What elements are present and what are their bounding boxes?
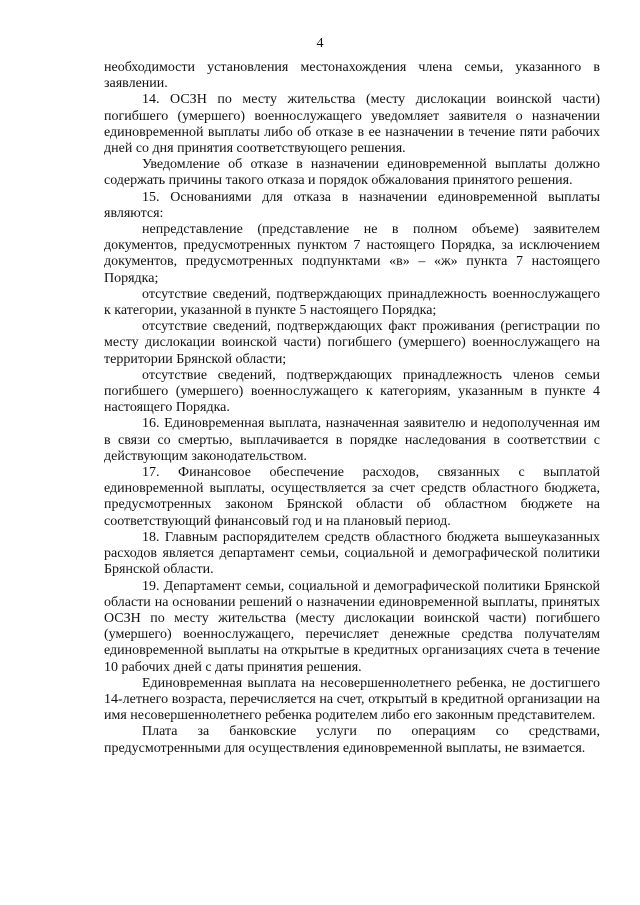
document-body	[104, 60, 600, 757]
paragraph-18: 18. Главным распорядителем средств областного бюджета вышеуказанных расходов является департамент семьи, социальной и демографической политики Брянской области.	[104, 529, 600, 578]
paragraph-14: 14. ОСЗН по месту жительства (месту дислокации воинской части) погибшего (умершего) военнослужащего уведомляет заявителя о назначении единовременной выплаты либо об отказе в ее назначении в течение пяти рабочих дней со дня принятия соответствующего решения.	[104, 92, 600, 157]
paragraph-15-item-family: отсутствие сведений, подтверждающих принадлежность членов семьи погибшего (умершего) военнослужащего к категориям, указанным в пункте 4 настоящего Порядка.	[104, 367, 600, 416]
paragraph-15-item-residence: отсутствие сведений, подтверждающих факт проживания (регистрации по месту дислокации воинской части) погибшего (умершего) военнослужащего на территории Брянской области;	[104, 319, 600, 367]
page-number: 4	[316, 36, 324, 51]
paragraph-16: 16. Единовременная выплата, назначенная заявителю и недополученная им в связи со смертью, выплачивается в порядке наследования в соответствии с действующим законодательством.	[104, 416, 600, 464]
paragraph-15-item-category: отсутствие сведений, подтверждающих принадлежность военнослужащего к категории, указанной в пункте 5 настоящего Порядка;	[104, 286, 600, 319]
paragraph-19-fee: Плата за банковские услуги по операциям со средствами, предусмотренными для осуществления единовременной выплаты, не взимается.	[104, 724, 600, 756]
paragraph-19: 19. Департамент семьи, социальной и демографической политики Брянской области на основании решений о назначении единовременной выплаты, принятых ОСЗН по месту жительства (месту дислокации воинской части) погибшего (умершего) военнослужащего, перечисляет денежные средства получателям единовременной выплаты на открытые в кредитных организациях счета в течение 10 рабочих дней с даты принятия решения.	[104, 578, 600, 675]
paragraph-17: 17. Финансовое обеспечение расходов, связанных с выплатой единовременной выплаты, осуществляется за счет средств областного бюджета, предусмотренных законом Брянской области об областном бюджете на соответствующий финансовый год и на плановый период.	[104, 465, 600, 529]
paragraph-14-notice: Уведомление об отказе в назначении единовременной выплаты должно содержать причины такого отказа и порядок обжалования принятого решения.	[104, 157, 600, 189]
paragraph-15: 15. Основаниями для отказа в назначении единовременной выплаты являются:	[104, 189, 600, 221]
paragraph-19-minor: Единовременная выплата на несовершеннолетнего ребенка, не достигшего 14-летнего возраста, перечисляется на счет, открытый в кредитной организации на имя несовершеннолетнего ребенка родителем либо его законным представителем.	[104, 675, 600, 724]
paragraph-15-item-documents: непредставление (представление не в полном объеме) заявителем документов, предусмотренных пунктом 7 настоящего Порядка, за исключением документов, предусмотренных подпунктами «в» – «ж» пункта 7 настоящего Порядка;	[104, 222, 600, 286]
paragraph-continuation: необходимости установления местонахождения члена семьи, указанного в заявлении.	[104, 60, 600, 92]
